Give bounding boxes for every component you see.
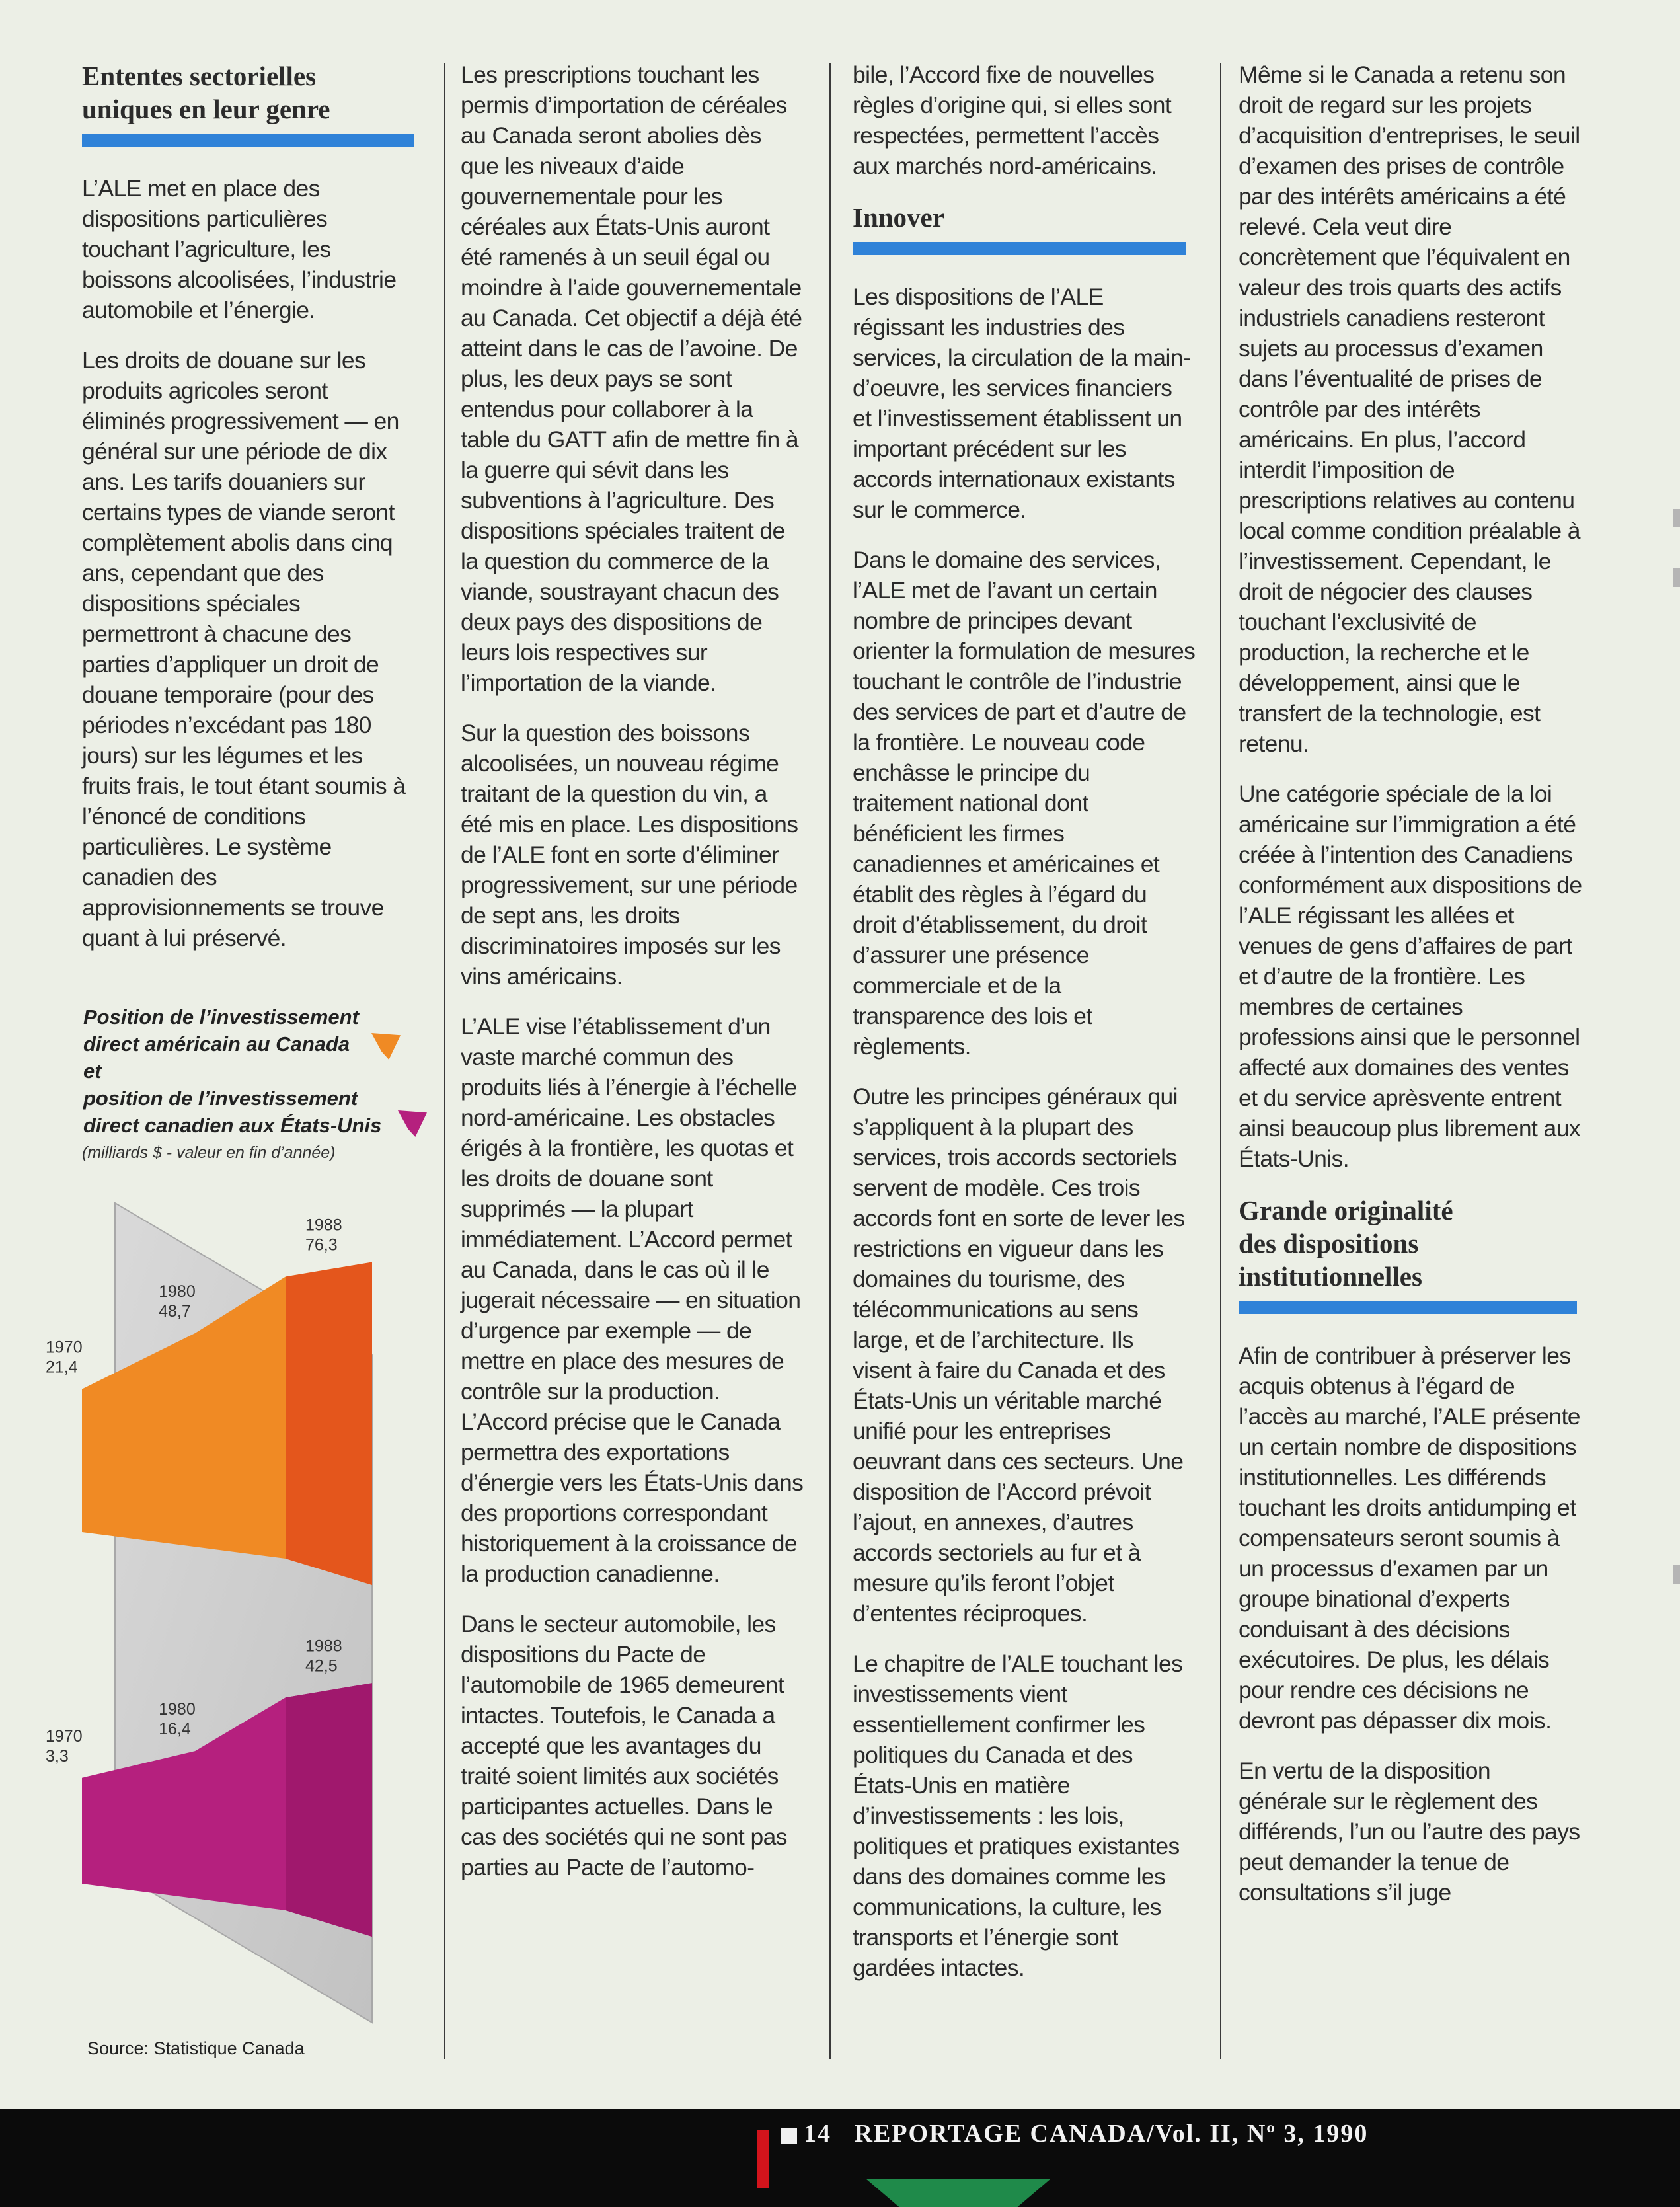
heading-line: Grande originalité	[1239, 1195, 1453, 1225]
area-series-side-0	[286, 1262, 372, 1585]
heading-line: Ententes sectorielles	[82, 61, 317, 91]
heading-line: institutionnelles	[1239, 1261, 1422, 1292]
data-label-year: 1970	[46, 1338, 83, 1357]
paragraph: Les droits de douane sur les produits agricoles seront éliminés progressivement — en général sur une période de dix ans. Les tarifs douaniers sur certains types de viande seront complètement abolis dans cinq ans, cependant que des dispositions spéciales permettront à chacune des parties d’appliquer un droit de douane temporaire (pour des périodes n’excédant pas 180 jours) sur les légumes et les fruits frais, le tout étant soumis à l’énoncé de conditions particulières. Le système canadien des approvisionnements se trouve quant à lui préservé.	[82, 347, 406, 951]
data-label-value: 21,4	[46, 1358, 78, 1377]
chart-title-line: direct canadien aux États-Unis	[83, 1114, 382, 1137]
data-label-year: 1980	[159, 1700, 196, 1719]
heading-line: des dispositions	[1239, 1228, 1419, 1258]
paragraph: Une catégorie spéciale de la loi américaine sur l’immigration a été créée à l’intention des Canadiens conformément aux dispositions de l’ALE régissant les allées et venues de gens d’affaires de part et d’autre de la frontière. Les membres de certaines professions ainsi que le personnel affecté aux domaines des ventes et du service aprèsvente entrent ainsi beaucoup plus librement aux États-Unis.	[1239, 781, 1582, 1172]
edge-mark	[1673, 509, 1680, 527]
data-label-value: 3,3	[46, 1746, 69, 1765]
data-label-value: 76,3	[305, 1235, 338, 1255]
data-label-value: 42,5	[305, 1656, 338, 1676]
footer-text	[804, 2119, 1368, 2148]
footer-square-bullet	[781, 2128, 797, 2144]
data-label-year: 1988	[305, 1637, 342, 1656]
data-label-value: 16,4	[159, 1720, 191, 1739]
paragraph: Sur la question des boissons alcoolisées, un nouveau régime traitant de la question du vin, a été mis en place. Les dispositions de l’ALE font en sorte d’éliminer progressivement, sur une période de sept ans, les droits discriminatoires imposés sur les vins américains.	[461, 720, 798, 989]
paragraph: Dans le domaine des services, l’ALE met de l’avant un certain nombre de principes devant orienter la formulation de mesures touchant le contrôle de l’industrie des services de part et d’autre de la frontière. Le nouveau code enchâsse le principe du traitement national dont bénéficient les firmes canadiennes et américaines et établit des règles à l’égard du droit d’établissement, du droit d’assurer une présence commerciale et de la transparence des lois et règlements.	[853, 547, 1196, 1060]
data-label-year: 1970	[46, 1726, 83, 1746]
data-label-year: 1988	[305, 1216, 342, 1235]
chart-title-line: Position de l’investissement	[83, 1005, 359, 1028]
edge-mark	[1673, 568, 1680, 587]
paragraph: bile, l’Accord fixe de nouvelles règles d’origine qui, si elles sont respectées, permettent l’accès aux marchés nord-américains.	[853, 61, 1172, 179]
paragraph: Outre les principes généraux qui s’appliquent à la plupart des services, trois accords sectoriels servent de modèle. Ces trois accords font en sorte de lever les restrictions en vigueur dans les domaines du tourisme, des télécommunications au sens large, et de l’architecture. Ils visent à faire du Canada et des États-Unis un véritable marché unifié pour les entreprises oeuvrant dans ces secteurs. Une disposition de l’Accord prévoit l’ajout, en annexes, d’autres accords sectoriels au fur et à mesure qu’ils feront l’objet d’ententes réciproques.	[853, 1083, 1185, 1627]
paragraph: L’ALE met en place des dispositions particulières touchant l’agriculture, les boissons alcoolisées, l’industrie automobile et l’énergie.	[82, 175, 397, 323]
paragraph: Dans le secteur automobile, les dispositions du Pacte de l’automobile de 1965 demeurent intactes. Toutefois, le Canada a accepté que les avantages du traité soient limités aux sociétés participantes actuelles. Dans le cas des sociétés qui ne sont pas parties au Pacte de l’automo-	[461, 1611, 787, 1880]
area-series-side-1	[286, 1683, 372, 1937]
data-label-year: 1980	[159, 1282, 196, 1301]
paragraph: Les dispositions de l’ALE régissant les industries des services, la circulation de la main-d’oeuvre, les services financiers et l’investissement établissent un important précédent sur les accords internationaux existants sur le commerce.	[853, 284, 1191, 523]
heading-line: uniques en leur genre	[82, 94, 330, 124]
paragraph: Le chapitre de l’ALE touchant les investissements vient essentiellement confirmer les politiques du Canada et des États-Unis en matière d’investissements : les lois, politiques et pratiques existantes dans des domaines comme les communications, la culture, les transports et l’énergie sont gardées intactes.	[853, 1650, 1183, 1981]
paragraph: Même si le Canada a retenu son droit de regard sur les projets d’acquisition d’entreprises, le seuil d’examen des prises de contrôle par des intérêts américains a été relevé. Cela veut dire concrètement que l’équivalent en valeur des trois quarts des actifs industriels canadiens resteront sujets au processus d’examen dans l’éventualité de prises de contrôle par des intérêts américains. En plus, l’accord interdit l’imposition de prescriptions relatives au contenu local comme condition préalable à l’investissement. Cependant, le droit de négocier des clauses touchant l’exclusivité de production, la recherche et le développement, ainsi que le transfert de la technologie, est retenu.	[1239, 61, 1580, 757]
edge-mark	[1673, 1565, 1680, 1584]
data-label-value: 48,7	[159, 1302, 191, 1321]
footer-red-mark	[757, 2130, 769, 2188]
chart-source: Source: Statistique Canada	[87, 2038, 305, 2058]
heading-innover: Innover	[853, 202, 944, 233]
paragraph: Afin de contribuer à préserver les acquis obtenus à l’égard de l’accès au marché, l’ALE présente un certain nombre de dispositions institutionnelles. Les différends touchant les droits antidumping et compensateurs seront soumis à un processus d’examen par un groupe binational d’experts conduisant à des décisions exécutoires. De plus, les délais pour rendre ces décisions ne devront pas dépasser dix mois.	[1239, 1342, 1580, 1734]
chart-subtitle: (milliards $ - valeur en fin d’année)	[82, 1143, 336, 1162]
paragraph: Les prescriptions touchant les permis d’importation de céréales au Canada seront abolies dès que les niveaux d’aide gouvernementale pour les céréales aux États-Unis auront été ramenés à un seuil égal ou moindre à l’aide gouvernementale au Canada. Cet objectif a déjà été atteint dans le cas de l’avoine. De plus, les deux pays se sont entendus pour collaborer à la table du GATT afin de mettre fin à la guerre qui sévit dans les subventions à l’agriculture. Des dispositions spéciales traitent de la question du commerce de la viande, soustrayant chacun des deux pays des dispositions de leurs lois respectives sur l’importation de la viande.	[461, 61, 802, 696]
chart-title-line: et	[83, 1060, 102, 1083]
paragraph: L’ALE vise l’établissement d’un vaste marché commun des produits liés à l’énergie à l’échelle nord-américaine. Les obstacles érigés à la frontière, les quotas et les droits de douane sont supprimés — la plupart immédiatement. L’Accord permet au Canada, dans le cas où il le jugerait nécessaire — en situation d’urgence par exemple — de mettre en place des mesures de contrôle sur la production. L’Accord précise que le Canada permettra des exportations d’énergie vers les États-Unis dans des proportions correspondant historiquement à la croissance de la production canadienne.	[461, 1013, 804, 1587]
publication-title: REPORTAGE CANADA/Vol. II, Nº 3, 1990	[854, 2120, 1369, 2148]
paragraph: En vertu de la disposition générale sur le règlement des différends, l’un ou l’autre des pays peut demander la tenue de consultations s’il juge	[1239, 1758, 1580, 1906]
chart-title-line: position de l’investissement	[83, 1087, 358, 1110]
chart-title-line: direct américain au Canada	[83, 1032, 350, 1056]
page-number: 14	[804, 2120, 831, 2148]
